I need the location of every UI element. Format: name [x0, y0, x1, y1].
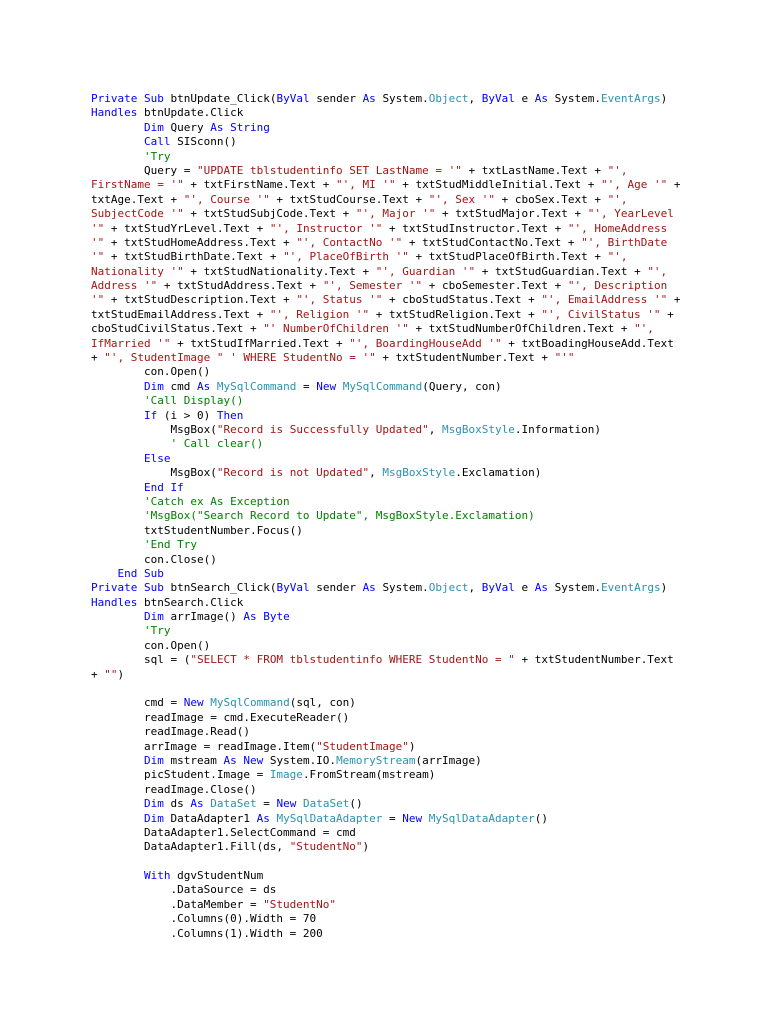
code-token: If	[143, 408, 164, 422]
code-token	[91, 409, 144, 422]
code-token: "',	[607, 163, 628, 177]
code-line	[91, 624, 681, 638]
code-token: "StudentNo"	[289, 840, 363, 854]
code-token: MsgBoxStyle	[442, 422, 515, 436]
code-token: ()	[349, 797, 363, 811]
code-token: mstream	[170, 753, 224, 767]
code-line	[91, 437, 681, 451]
code-token: (Query, con)	[422, 379, 502, 393]
code-token: "Record is not Updated"	[216, 466, 370, 480]
code-token: + txtLastName.Text +	[461, 163, 608, 177]
code-token: As Byte	[243, 610, 290, 624]
code-token: + txtStudYrLevel.Text +	[104, 221, 270, 235]
code-token: "', BirthDate	[581, 235, 668, 249]
code-token: arrImage()	[170, 610, 244, 624]
code-token: +	[667, 178, 681, 192]
code-token: )	[362, 840, 370, 854]
code-token: As	[534, 581, 555, 595]
code-token: Call	[143, 135, 178, 149]
code-token: "', PlaceOfBirth '"	[283, 250, 409, 264]
code-token: "StudentImage"	[316, 739, 409, 753]
code-line	[91, 869, 681, 883]
code-token: "', Religion '"	[269, 307, 370, 321]
code-token: .FromStream(mstream)	[302, 768, 436, 782]
code-token	[91, 869, 144, 882]
code-token	[91, 452, 144, 465]
code-token: "',	[607, 192, 628, 206]
code-line	[91, 567, 681, 581]
code-line	[91, 725, 681, 739]
code-token: e	[521, 92, 535, 105]
code-token	[91, 495, 144, 508]
code-token: + txtStudHomeAddress.Text +	[104, 235, 297, 249]
code-token: MySqlCommand	[342, 379, 423, 393]
code-token: readImage.Read()	[91, 725, 250, 739]
code-token: picStudent.Image =	[91, 768, 270, 782]
code-token: MySqlDataAdapter	[276, 811, 383, 825]
code-line	[91, 596, 681, 610]
code-line	[91, 121, 681, 135]
code-token: .Columns(0).Width = 70	[91, 912, 317, 926]
code-token: "', HomeAddress	[567, 221, 668, 235]
code-token: readImage.Close()	[91, 782, 257, 796]
code-token: "'"	[554, 351, 575, 365]
code-token: + txtStudNumberOfChildren.Text +	[408, 322, 635, 336]
code-token: "', Age '"	[600, 178, 668, 192]
code-token: txtStudEmailAddress.Text +	[91, 307, 270, 321]
code-token: "', Course '"	[183, 192, 270, 206]
code-token: ByVal	[276, 581, 317, 595]
code-token: "', Guardian '"	[375, 264, 476, 278]
code-token: ds	[170, 797, 191, 811]
code-token: )	[408, 739, 416, 753]
code-token: + txtBoadingHouseAdd.Text	[501, 336, 674, 350]
code-token	[91, 538, 144, 551]
code-line	[91, 711, 681, 725]
code-token: (i > 0)	[163, 408, 217, 422]
code-line	[91, 740, 681, 754]
code-token: 'Call Display()	[143, 394, 244, 408]
code-line	[91, 322, 681, 336]
code-token: As	[196, 379, 217, 393]
code-line	[91, 193, 681, 207]
code-token	[91, 380, 144, 393]
code-token: =	[382, 811, 403, 825]
code-line	[91, 466, 681, 480]
code-token: End Sub	[117, 566, 164, 580]
code-token: "',	[607, 250, 628, 264]
code-token: MsgBoxStyle	[382, 466, 456, 480]
code-token: Dim	[143, 797, 171, 811]
code-token: MySqlCommand	[216, 379, 297, 393]
code-token: )	[660, 92, 668, 105]
code-line	[91, 509, 681, 523]
code-token: "', CivilStatus '"	[541, 307, 661, 321]
code-token: + txtFirstName.Text +	[183, 178, 337, 192]
code-token	[91, 437, 170, 450]
code-line	[91, 178, 681, 192]
code-token: + txtStudMiddleInitial.Text +	[395, 178, 601, 192]
code-token: + cboSex.Text +	[495, 192, 608, 206]
code-token: + txtStudInstructor.Text +	[382, 221, 568, 235]
code-token: + txtStudIfMarried.Text +	[170, 336, 350, 350]
code-token: ByVal	[481, 92, 522, 105]
code-token: "StudentNo"	[263, 897, 337, 911]
code-token: btnUpdate.Click	[143, 106, 244, 120]
code-token: Handles	[91, 106, 144, 120]
code-token: + txtStudContactNo.Text +	[402, 235, 582, 249]
code-line	[91, 682, 681, 696]
code-token: MySqlDataAdapter	[428, 811, 535, 825]
code-token: "', MI '"	[336, 178, 396, 192]
code-token: "', YearLevel	[587, 207, 674, 221]
code-token	[91, 610, 144, 623]
code-line	[91, 754, 681, 768]
code-token: System.	[554, 92, 602, 105]
code-token: (sql, con)	[289, 696, 356, 710]
code-token: + cboStudStatus.Text +	[382, 293, 542, 307]
code-token: As	[534, 92, 555, 105]
code-line	[91, 538, 681, 552]
code-line	[91, 135, 681, 149]
code-token	[91, 481, 144, 494]
code-token	[91, 624, 144, 637]
code-line	[91, 812, 681, 826]
code-token: +	[667, 293, 681, 307]
code-token: "Record is Successfully Updated"	[216, 422, 429, 436]
code-token: )	[660, 581, 668, 595]
code-token: ByVal	[276, 92, 317, 105]
code-token: +	[91, 351, 105, 365]
code-token: + txtStudNationality.Text +	[183, 264, 376, 278]
code-token: cboStudCivilStatus.Text +	[91, 322, 264, 336]
code-line	[91, 394, 681, 408]
code-token: con.Open()	[91, 365, 211, 379]
code-token: "',	[634, 322, 654, 336]
code-token	[91, 135, 144, 148]
code-line	[91, 380, 681, 394]
code-token: "', Major '"	[355, 207, 436, 221]
code-token	[91, 567, 118, 580]
code-token: Else	[143, 451, 171, 465]
code-line	[91, 279, 681, 293]
code-token: "', Sex '"	[428, 192, 495, 206]
code-token: System.	[554, 581, 602, 595]
code-token: "', BoardingHouseAdd '"	[349, 336, 502, 350]
code-token: With	[143, 869, 178, 883]
code-token: DataAdapter1.Fill(ds,	[91, 840, 290, 854]
code-token: .Columns(1).Width = 200	[91, 926, 323, 940]
code-line	[91, 452, 681, 466]
code-token: Then	[216, 408, 244, 422]
code-token: Dim	[143, 120, 171, 134]
code-line	[91, 524, 681, 538]
code-token: MsgBox(	[91, 466, 217, 480]
code-token: Handles	[91, 595, 144, 609]
code-token: MsgBox(	[91, 422, 217, 436]
code-token: .Exclamation)	[455, 466, 542, 480]
code-line	[91, 668, 681, 682]
code-line	[91, 768, 681, 782]
code-token: Private Sub	[91, 581, 171, 595]
code-token: "', Semester '"	[322, 279, 423, 293]
code-line	[91, 883, 681, 897]
code-token: cmd	[170, 379, 197, 393]
code-line	[91, 250, 681, 264]
code-token: EventArgs	[601, 92, 661, 105]
code-token: Dim	[143, 379, 171, 393]
code-line	[91, 409, 681, 423]
code-line	[91, 797, 681, 811]
code-token: Object	[428, 581, 469, 595]
code-token: New	[276, 797, 303, 811]
code-line	[91, 898, 681, 912]
code-line	[91, 150, 681, 164]
code-token: + txtStudPlaceOfBirth.Text +	[408, 250, 608, 264]
code-token: + cboSemester.Text +	[422, 279, 568, 293]
code-token: 'Try	[143, 149, 171, 163]
code-token: Object	[428, 92, 469, 105]
code-line	[91, 337, 681, 351]
code-token: "', ContactNo '"	[296, 235, 403, 249]
code-token: Address '"	[91, 279, 158, 293]
code-line	[91, 553, 681, 567]
code-token	[91, 812, 144, 825]
code-token: "', EmailAddress '"	[541, 293, 668, 307]
code-token: + txtStudDescription.Text +	[104, 293, 297, 307]
code-line	[91, 106, 681, 120]
code-line	[91, 164, 681, 178]
code-line	[91, 207, 681, 221]
code-token: sender	[316, 92, 363, 105]
code-token: "',	[647, 264, 668, 278]
code-token: ()	[534, 811, 549, 825]
code-token: + txtStudCourse.Text +	[269, 192, 429, 206]
code-token: con.Close()	[91, 552, 217, 566]
code-token: Query =	[91, 163, 197, 177]
code-token: IfMarried '"	[91, 336, 171, 350]
code-token: Image	[269, 768, 303, 782]
code-line	[91, 927, 681, 941]
code-token: FirstName = '"	[91, 178, 184, 192]
code-token: Dim	[143, 753, 171, 767]
code-token: .DataMember =	[91, 897, 264, 911]
code-line	[91, 365, 681, 379]
code-line	[91, 912, 681, 926]
code-token: "', StudentImage " ' WHERE StudentNo = '"	[104, 351, 376, 365]
code-token: "SELECT * FROM tblstudentinfo WHERE StudentNo = "	[190, 653, 515, 667]
code-token: (arrImage)	[415, 753, 482, 767]
code-token: btnUpdate_Click(	[170, 92, 277, 105]
code-token: + txtStudentNumber.Text	[514, 653, 674, 667]
code-token: +	[91, 667, 105, 681]
code-line	[91, 236, 681, 250]
code-line	[91, 481, 681, 495]
code-token: '"	[91, 221, 105, 235]
code-token: ,	[468, 92, 482, 105]
code-token: 'Catch ex As Exception	[143, 494, 290, 508]
code-token: '"	[91, 235, 105, 249]
code-token: As	[190, 797, 211, 811]
code-line	[91, 495, 681, 509]
code-token	[91, 754, 144, 767]
code-token: DataSet	[302, 797, 350, 811]
code-token: End If	[143, 480, 184, 494]
code-token: + txtStudBirthDate.Text +	[104, 250, 284, 264]
code-token: New	[316, 379, 343, 393]
code-token: ,	[428, 422, 443, 436]
code-line	[91, 696, 681, 710]
code-token	[91, 797, 144, 810]
code-token: 'End Try	[143, 538, 197, 552]
code-line	[91, 653, 681, 667]
code-token: .Information)	[514, 422, 601, 436]
code-token: + txtStudGuardian.Text +	[475, 264, 648, 278]
code-token: DataAdapter1	[170, 811, 257, 825]
code-line	[91, 265, 681, 279]
code-token: '"	[91, 293, 105, 307]
code-token: 'MsgBox("Search Record to Update", MsgBoxStyle.Exclamation)	[143, 509, 535, 523]
code-token: ""	[104, 667, 118, 681]
code-token: =	[296, 379, 317, 393]
code-token: As	[362, 92, 383, 105]
code-line	[91, 423, 681, 437]
code-token: + txtStudReligion.Text +	[369, 307, 542, 321]
code-token: Nationality '"	[91, 264, 184, 278]
code-token: + txtStudAddress.Text +	[157, 279, 323, 293]
code-token: )	[117, 667, 125, 681]
code-token: SISconn()	[177, 135, 237, 149]
code-line	[91, 783, 681, 797]
code-line	[91, 610, 681, 624]
code-token: txtAge.Text +	[91, 192, 184, 206]
code-token: dgvStudentNum	[177, 869, 264, 883]
code-token: MemoryStream	[336, 753, 416, 767]
code-line	[91, 840, 681, 854]
code-token: EventArgs	[601, 581, 661, 595]
code-token: As	[256, 811, 277, 825]
code-line	[91, 639, 681, 653]
code-line	[91, 351, 681, 365]
code-token: ,	[369, 466, 383, 480]
code-token: Private Sub	[91, 92, 171, 105]
code-token: "UPDATE tblstudentinfo SET LastName = '"	[196, 163, 462, 177]
code-token: .DataSource = ds	[91, 883, 277, 897]
code-token: Dim	[143, 610, 171, 624]
code-token: SubjectCode '"	[91, 207, 184, 221]
code-listing	[91, 92, 681, 941]
code-token: As String	[210, 120, 270, 134]
code-token: DataSet	[210, 797, 257, 811]
code-line	[91, 826, 681, 840]
code-line	[91, 855, 681, 869]
code-token: System.	[382, 581, 429, 595]
code-line	[91, 92, 681, 106]
code-token: "', Instructor '"	[269, 221, 383, 235]
code-token	[91, 394, 144, 407]
code-token: cmd =	[91, 696, 184, 710]
code-token: ' Call clear()	[170, 437, 264, 451]
code-token: As New	[223, 753, 270, 767]
code-token	[91, 509, 144, 522]
code-token: con.Open()	[91, 638, 211, 652]
code-line	[91, 222, 681, 236]
code-token: ByVal	[481, 581, 522, 595]
code-token: As	[362, 581, 383, 595]
code-token: readImage = cmd.ExecuteReader()	[91, 710, 350, 724]
code-line	[91, 581, 681, 595]
code-token: Dim	[143, 811, 171, 825]
code-token: MySqlCommand	[210, 696, 290, 710]
code-token: arrImage = readImage.Item(	[91, 739, 317, 753]
code-token: =	[256, 797, 277, 811]
code-token: "', Description	[567, 279, 668, 293]
code-token: btnSearch_Click(	[170, 581, 277, 595]
code-token: e	[521, 581, 535, 595]
code-token	[91, 150, 144, 163]
code-token: btnSearch.Click	[143, 595, 244, 609]
code-token: sender	[316, 581, 363, 595]
code-token: + txtStudentNumber.Text +	[375, 351, 555, 365]
code-line	[91, 308, 681, 322]
code-token: sql = (	[91, 653, 191, 667]
code-token: 'Try	[143, 624, 171, 638]
code-token: + txtStudMajor.Text +	[435, 207, 588, 221]
code-line	[91, 293, 681, 307]
code-token: System.IO.	[269, 753, 337, 767]
code-token: New	[183, 696, 211, 710]
code-token: txtStudentNumber.Focus()	[91, 523, 303, 537]
code-token: "', Status '"	[296, 293, 383, 307]
code-token: DataAdapter1.SelectCommand = cmd	[91, 825, 356, 839]
code-token: +	[660, 307, 674, 321]
code-token: System.	[382, 92, 429, 105]
code-token: New	[402, 811, 429, 825]
code-token: "' NumberOfChildren '"	[263, 322, 409, 336]
code-token: '"	[91, 250, 105, 264]
code-token	[91, 121, 144, 134]
code-token: ,	[468, 581, 482, 595]
code-token: Query	[170, 120, 211, 134]
code-token: + txtStudSubjCode.Text +	[183, 207, 356, 221]
